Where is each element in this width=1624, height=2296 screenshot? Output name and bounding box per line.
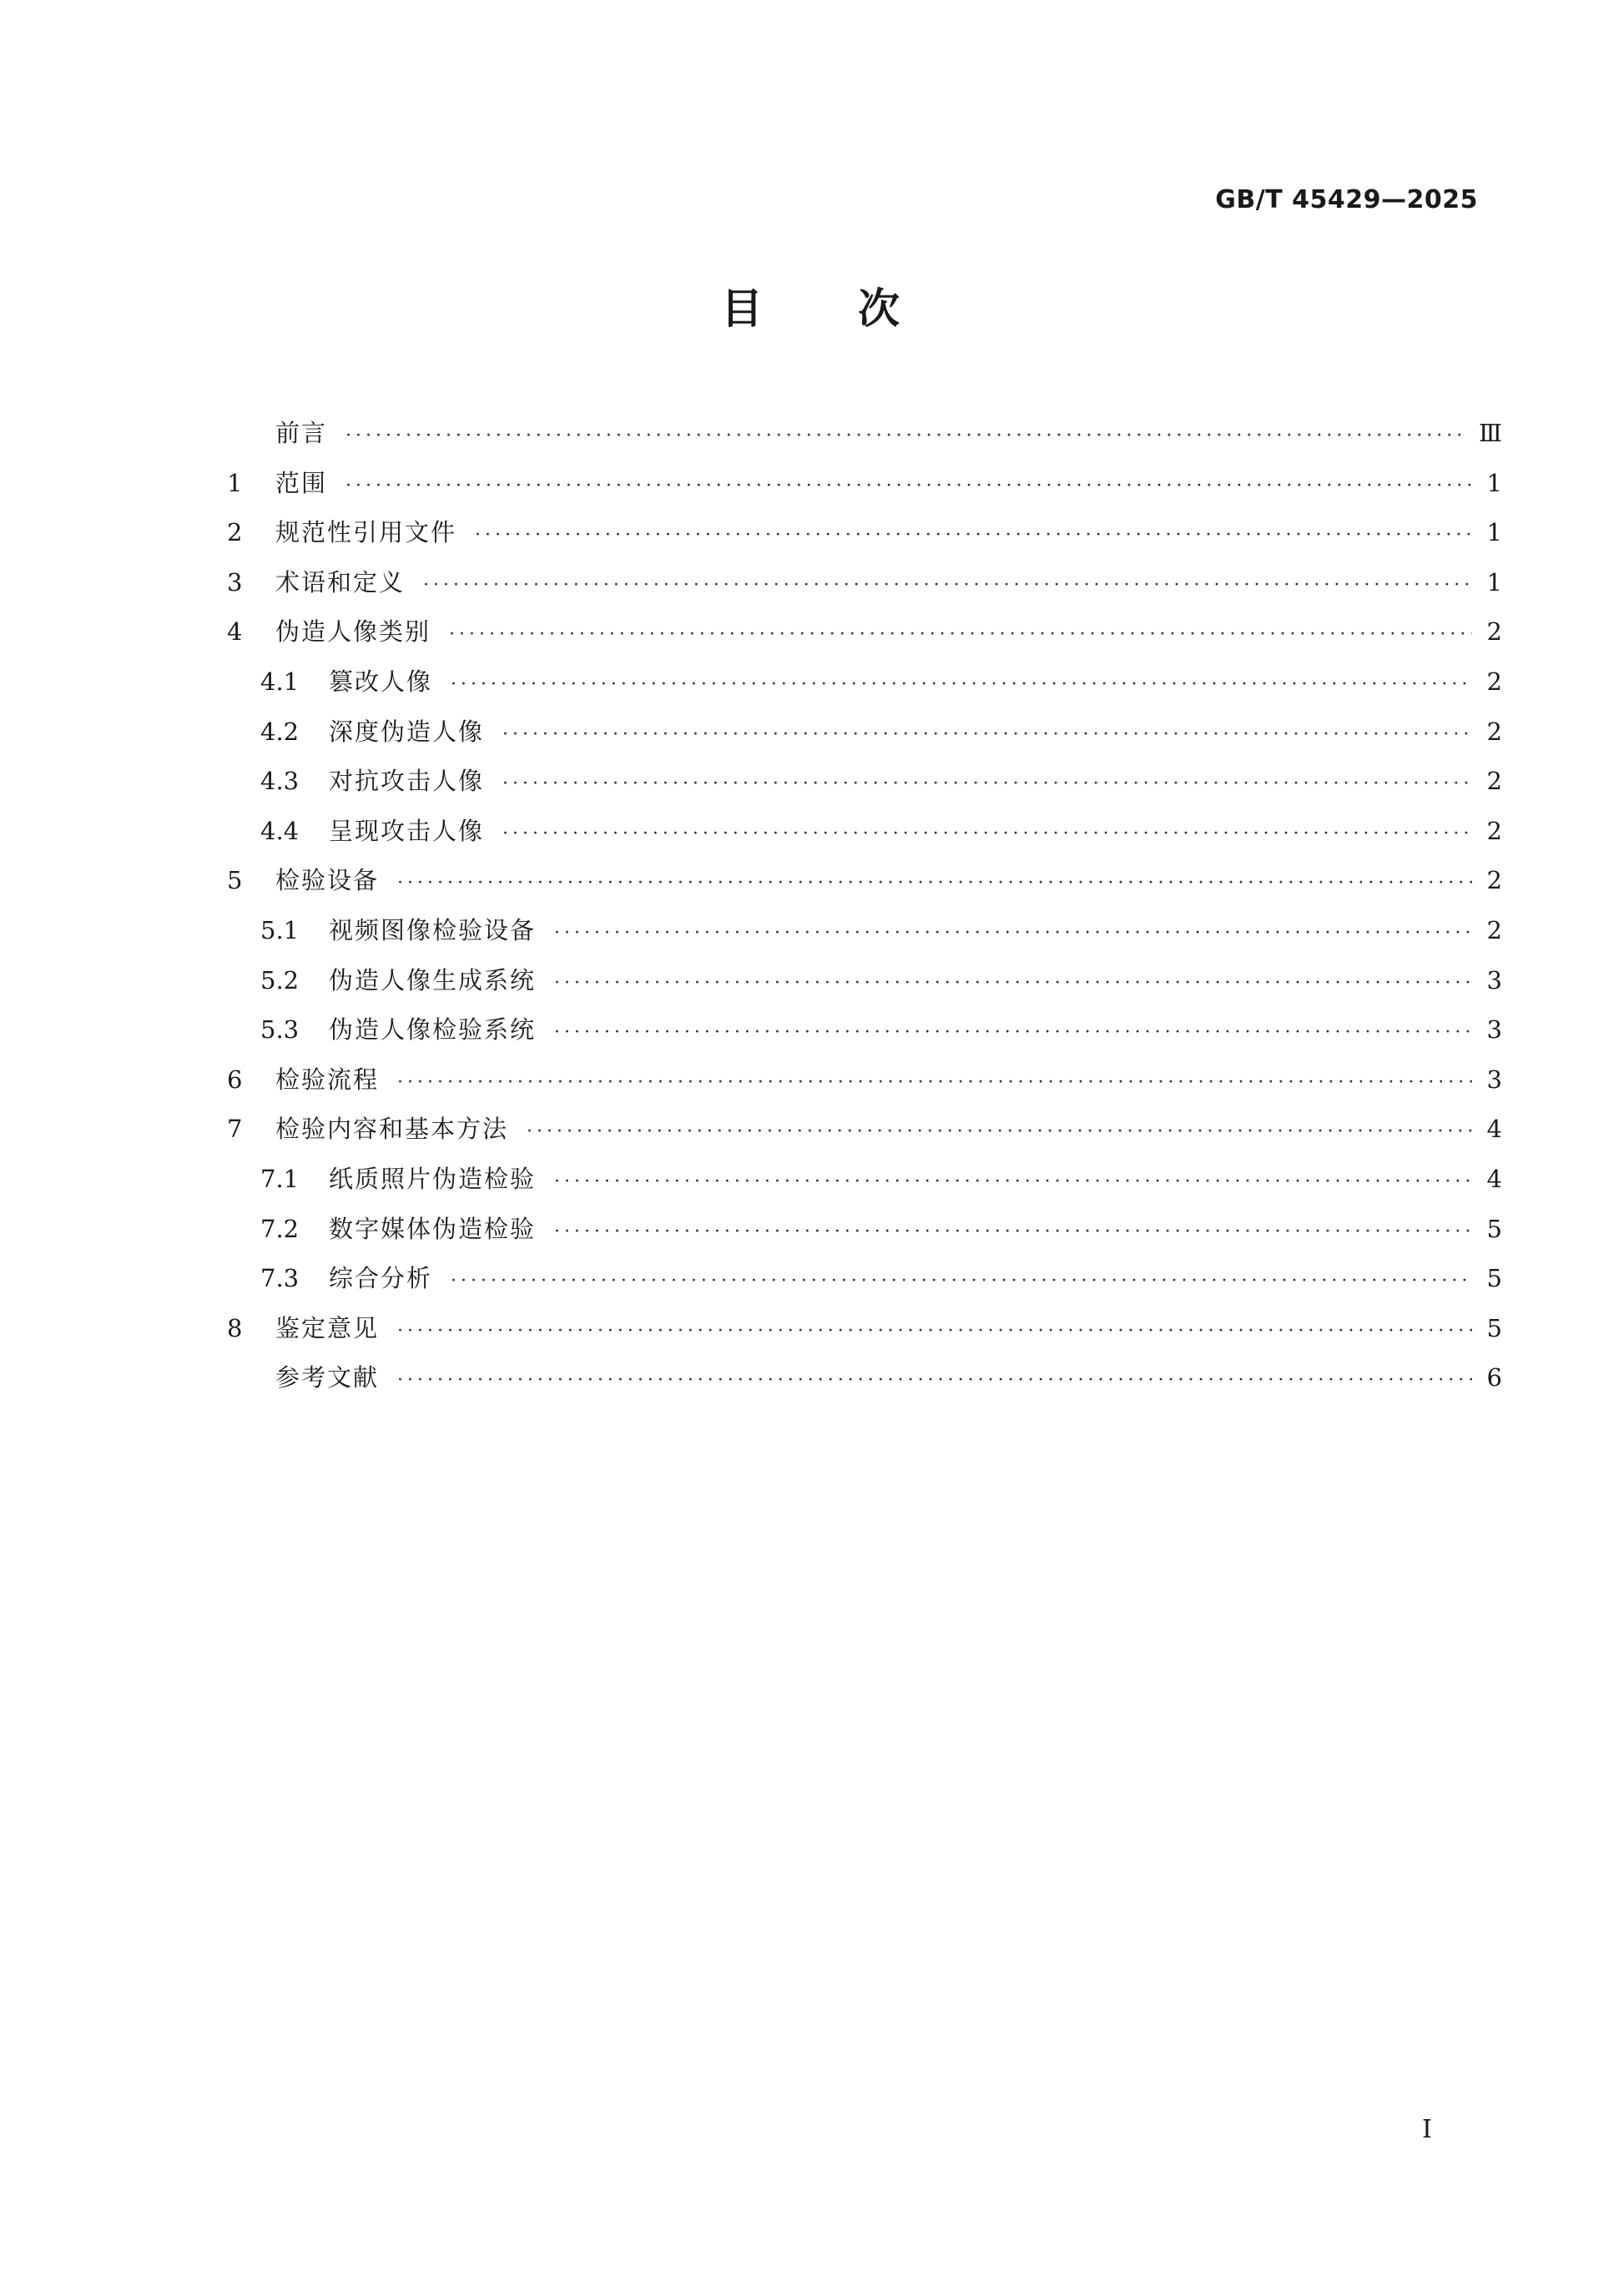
toc-leader-dots: [423, 561, 1472, 611]
toc-title: [0, 275, 1624, 335]
toc-entry-number: 2: [227, 518, 243, 547]
toc-subentry[interactable]: [227, 707, 1502, 758]
toc-entry-number: 4: [227, 617, 243, 647]
toc-entry-page: 2: [1486, 767, 1502, 796]
toc-entry-page: 3: [1486, 1015, 1502, 1045]
toc-entry-page: 2: [1486, 816, 1502, 845]
toc-entry-label: 检验内容和基本方法: [275, 1115, 509, 1144]
table-of-contents: [227, 409, 1502, 1403]
toc-title-char-1: 目: [721, 284, 766, 333]
toc-entry-number: 3: [227, 567, 243, 597]
toc-entry-page: Ⅲ: [1479, 419, 1502, 447]
toc-leader-dots: [449, 610, 1472, 660]
toc-entry-number: 7.1: [260, 1164, 300, 1193]
toc-entry-label: 伪造人像类别: [275, 617, 431, 647]
toc-entry-label: 范围: [275, 468, 328, 497]
toc-subentry[interactable]: [227, 657, 1502, 707]
toc-leader-dots: [554, 959, 1472, 1009]
toc-entry-page: 3: [1486, 1065, 1502, 1094]
toc-entry-number: 4.3: [260, 767, 300, 796]
toc-entry-number: 7.3: [260, 1264, 300, 1293]
toc-entry-page: 3: [1486, 965, 1502, 994]
toc-subentry[interactable]: [227, 757, 1502, 807]
toc-entry-page: 1: [1486, 518, 1502, 547]
toc-entry-label: 对抗攻击人像: [329, 767, 485, 796]
toc-entry-label: 前言: [275, 419, 328, 447]
toc-entry-label: 纸质照片伪造检验: [329, 1164, 537, 1193]
toc-entry-page: 5: [1486, 1313, 1502, 1342]
toc-entry-number: 5.3: [260, 1015, 300, 1045]
toc-entry-page: 2: [1486, 617, 1502, 647]
toc-entry[interactable]: [227, 1055, 1502, 1105]
toc-entry-label: 综合分析: [329, 1264, 433, 1293]
toc-entry[interactable]: [227, 558, 1502, 608]
toc-subentry[interactable]: [227, 1254, 1502, 1304]
toc-entry-page: 1: [1486, 468, 1502, 497]
toc-entry[interactable]: [227, 856, 1502, 906]
toc-entry-label: 数字媒体伪造检验: [329, 1214, 537, 1243]
toc-entry-number: 7: [227, 1115, 243, 1144]
toc-entry-number: 4.4: [260, 816, 300, 845]
toc-entry-number: 4.1: [260, 667, 300, 696]
toc-entry[interactable]: [227, 409, 1502, 459]
toc-entry-label: 检验流程: [275, 1065, 380, 1094]
toc-entry[interactable]: [227, 1105, 1502, 1155]
toc-subentry[interactable]: [227, 807, 1502, 857]
toc-entry-number: 7.2: [260, 1214, 300, 1243]
toc-entry-number: 5.1: [260, 915, 300, 944]
toc-leader-dots: [527, 1107, 1472, 1157]
toc-leader-dots: [554, 1157, 1472, 1207]
toc-leader-dots: [502, 710, 1472, 760]
toc-entry-page: 1: [1486, 567, 1502, 597]
toc-entry-page: 2: [1486, 667, 1502, 696]
toc-leader-dots: [397, 1307, 1472, 1357]
toc-leader-dots: [397, 1356, 1472, 1406]
toc-subentry[interactable]: [227, 1005, 1502, 1055]
toc-entry-number: 5.2: [260, 965, 300, 994]
toc-leader-dots: [397, 1058, 1472, 1108]
toc-entry-page: 5: [1486, 1214, 1502, 1243]
toc-entry-label: 检验设备: [275, 866, 380, 895]
standard-code: GB/T 45429—2025: [1215, 185, 1478, 214]
toc-leader-dots: [345, 411, 1467, 461]
toc-entry-page: 4: [1486, 1115, 1502, 1144]
toc-entry[interactable]: [227, 1304, 1502, 1354]
toc-entry-number: 4.2: [260, 717, 300, 746]
toc-leader-dots: [554, 909, 1472, 959]
toc-entry-page: 2: [1486, 915, 1502, 944]
page-number: I: [1422, 2115, 1432, 2144]
toc-entry-number: 5: [227, 866, 243, 895]
toc-entry[interactable]: [227, 607, 1502, 657]
toc-leader-dots: [554, 1207, 1472, 1257]
toc-entry-label: 伪造人像检验系统: [329, 1015, 537, 1045]
toc-leader-dots: [345, 461, 1472, 511]
toc-entry-label: 伪造人像生成系统: [329, 965, 537, 994]
toc-subentry[interactable]: [227, 906, 1502, 956]
toc-entry-number: 8: [227, 1313, 243, 1342]
toc-entry-label: 参考文献: [275, 1363, 380, 1392]
toc-subentry[interactable]: [227, 956, 1502, 1006]
toc-entry-label: 呈现攻击人像: [329, 816, 485, 845]
toc-leader-dots: [451, 660, 1472, 710]
toc-entry-page: 2: [1486, 717, 1502, 746]
toc-entry[interactable]: [227, 508, 1502, 558]
toc-leader-dots: [502, 809, 1472, 859]
toc-leader-dots: [475, 511, 1472, 561]
toc-entry[interactable]: [227, 459, 1502, 509]
toc-leader-dots: [397, 858, 1472, 909]
toc-title-char-2: 次: [858, 284, 903, 333]
toc-entry-label: 深度伪造人像: [329, 717, 485, 746]
toc-entry-label: 规范性引用文件: [275, 518, 457, 547]
toc-entry-page: 5: [1486, 1264, 1502, 1293]
toc-leader-dots: [554, 1008, 1472, 1058]
toc-entry[interactable]: [227, 1353, 1502, 1403]
toc-entry-page: 2: [1486, 866, 1502, 895]
toc-entry-label: 鉴定意见: [275, 1313, 380, 1342]
toc-entry-number: 6: [227, 1065, 243, 1094]
toc-leader-dots: [451, 1256, 1472, 1307]
toc-subentry[interactable]: [227, 1155, 1502, 1205]
toc-entry-label: 视频图像检验设备: [329, 915, 537, 944]
toc-entry-label: 术语和定义: [275, 567, 406, 597]
toc-entry-page: 4: [1486, 1164, 1502, 1193]
toc-entry-label: 篡改人像: [329, 667, 433, 696]
toc-leader-dots: [502, 759, 1472, 809]
toc-subentry[interactable]: [227, 1205, 1502, 1255]
toc-entry-number: 1: [227, 468, 243, 497]
toc-entry-page: 6: [1486, 1363, 1502, 1392]
